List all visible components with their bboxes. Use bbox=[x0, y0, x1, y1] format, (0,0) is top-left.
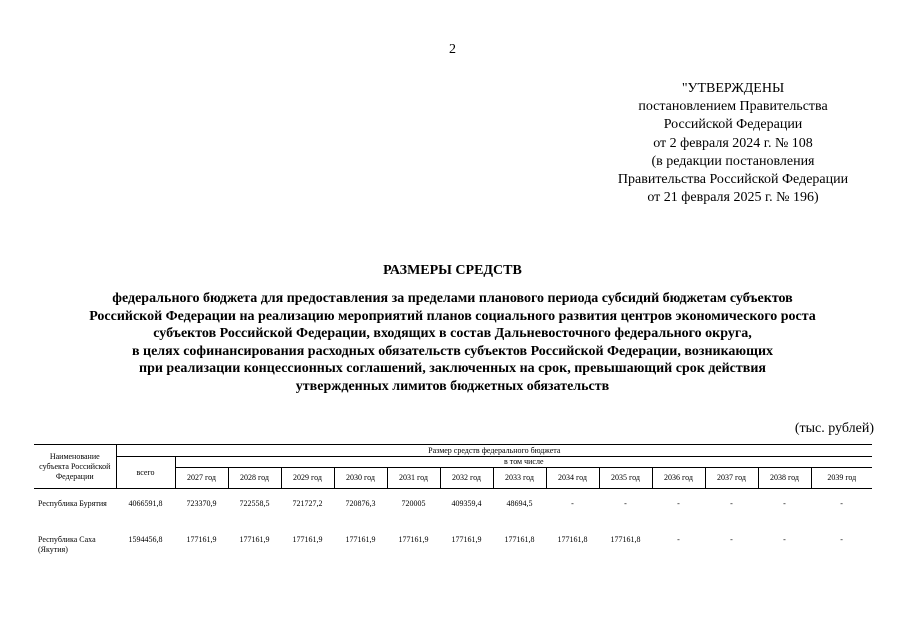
subtitle-line: при реализации концессионных соглашений, заключенных на срок, превышающий срок действия bbox=[139, 361, 766, 377]
funds-column-header: Размер средств федерального бюджета bbox=[116, 445, 872, 457]
including-column-header: в том числе bbox=[175, 457, 872, 468]
approval-line: от 21 февраля 2025 г. № 196) bbox=[647, 190, 819, 206]
value-cell: 177161,9 bbox=[239, 535, 270, 544]
year-column-header: 2028 год bbox=[228, 468, 281, 489]
subtitle-line: утвержденных лимитов бюджетных обязательств bbox=[295, 378, 610, 394]
approval-line: "УТВЕРЖДЕНЫ bbox=[681, 81, 785, 96]
table-row bbox=[34, 535, 872, 571]
subtitle-line: Российской Федерации на реализацию мероприятий планов социального развития центров экономического роста bbox=[89, 308, 816, 324]
year-column-header: 2030 год bbox=[334, 468, 387, 489]
value-cell: 720005 bbox=[401, 499, 426, 508]
value-cell: 177161,9 bbox=[451, 535, 482, 544]
approval-line: от 2 февраля 2024 г. № 108 bbox=[653, 135, 813, 151]
year-column-header: 2027 год bbox=[175, 468, 228, 489]
value-cell: 48694,5 bbox=[506, 499, 533, 508]
value-cell: 177161,8 bbox=[557, 535, 588, 544]
year-column-header: 2036 год bbox=[652, 468, 705, 489]
year-column-header: 2033 год bbox=[493, 468, 546, 489]
approval-line: Российской Федерации bbox=[663, 117, 803, 133]
approval-line: Правительства Российской Федерации bbox=[617, 172, 849, 188]
table-row bbox=[34, 499, 872, 535]
subtitle-line: в целях софинансирования расходных обязательств субъектов Российской Федерации, возникающих bbox=[131, 343, 774, 359]
value-cell: - bbox=[677, 499, 680, 508]
year-column-header: 2031 год bbox=[387, 468, 440, 489]
units-label: (тыс. рублей) bbox=[794, 421, 874, 436]
document-title: РАЗМЕРЫ СРЕДСТВ bbox=[383, 263, 522, 278]
year-column-header: 2039 год bbox=[811, 468, 872, 489]
year-column-header: 2038 год bbox=[758, 468, 811, 489]
year-column-header: 2034 год bbox=[546, 468, 599, 489]
value-cell: - bbox=[677, 535, 680, 544]
subtitle-line: субъектов Российской Федерации, входящих в состав Дальневосточного федерального округа, bbox=[153, 326, 752, 342]
value-cell: 177161,9 bbox=[398, 535, 429, 544]
value-cell: 177161,9 bbox=[345, 535, 376, 544]
value-cell: 721727,2 bbox=[292, 499, 323, 508]
value-cell: 409359,4 bbox=[451, 499, 482, 508]
value-cell: 177161,8 bbox=[504, 535, 535, 544]
total-cell: 4066591,8 bbox=[128, 499, 163, 508]
region-cell: Республика Бурятия bbox=[38, 499, 107, 508]
value-cell: 722558,5 bbox=[239, 499, 270, 508]
approval-line: (в редакции постановления bbox=[651, 153, 815, 169]
value-cell: - bbox=[783, 535, 786, 544]
value-cell: 723370,9 bbox=[186, 499, 217, 508]
value-cell: - bbox=[571, 499, 574, 508]
value-cell: - bbox=[624, 499, 627, 508]
total-cell: 1594456,8 bbox=[128, 535, 163, 544]
value-cell: 177161,9 bbox=[186, 535, 217, 544]
value-cell: - bbox=[730, 535, 733, 544]
budget-table bbox=[34, 444, 872, 571]
year-column-header: 2037 год bbox=[705, 468, 758, 489]
value-cell: - bbox=[840, 535, 843, 544]
total-column-header: всего bbox=[116, 457, 175, 489]
subtitle-line: федерального бюджета для предоставления за пределами планового периода субсидий бюджетам субъектов bbox=[112, 291, 793, 306]
year-column-header: 2029 год bbox=[281, 468, 334, 489]
value-cell: 177161,9 bbox=[292, 535, 323, 544]
value-cell: - bbox=[840, 499, 843, 508]
value-cell: 720876,3 bbox=[345, 499, 376, 508]
value-cell: 177161,8 bbox=[610, 535, 641, 544]
year-column-header: 2032 год bbox=[440, 468, 493, 489]
approval-stamp bbox=[588, 80, 878, 207]
value-cell: - bbox=[730, 499, 733, 508]
region-column-header: Наименование субъекта Российской Федерации bbox=[34, 445, 116, 489]
year-column-header: 2035 год bbox=[599, 468, 652, 489]
value-cell: - bbox=[783, 499, 786, 508]
region-cell: Республика Саха (Якутия) bbox=[38, 535, 96, 554]
document-subtitle bbox=[40, 290, 865, 396]
page-number: 2 bbox=[449, 42, 456, 57]
approval-line: постановлением Правительства bbox=[638, 99, 828, 115]
